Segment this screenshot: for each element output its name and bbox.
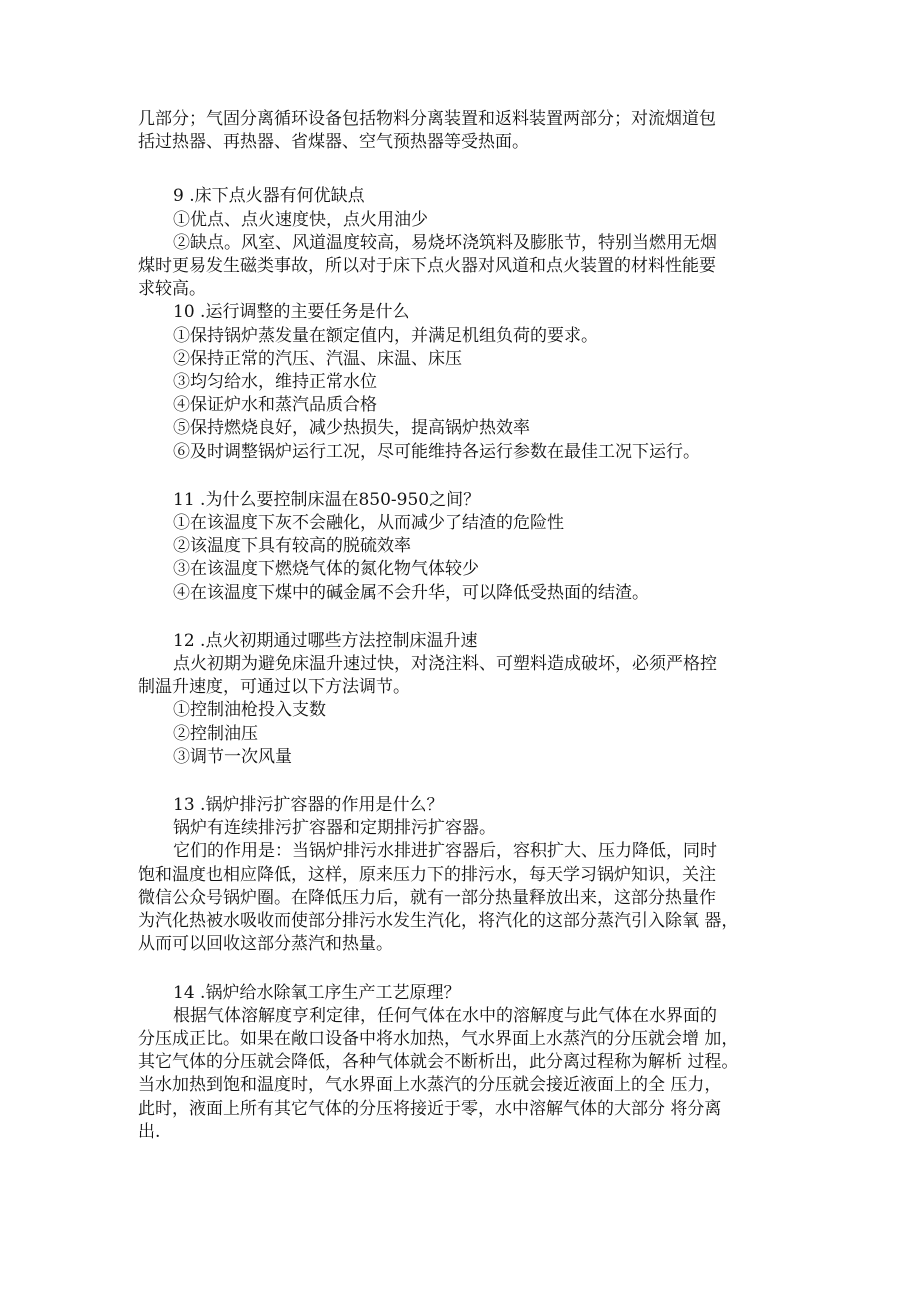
q12-lead: 点火初期为避免床温升速过快，对浇注料、可塑料造成破坏，必须严格控 <box>173 654 717 675</box>
q13-cont-3: 为汽化热被水吸收而使部分排污水发生汽化，将汽化的这部分蒸汽引入除氧 器， <box>138 911 739 932</box>
q9-item-1: ①优点、点火速度快，点火用油少 <box>173 209 428 230</box>
q10-item-2: ②保持正常的汽压、汽温、床温、床压 <box>173 348 462 369</box>
q10-title: 10 .运行调整的主要任务是什么 <box>173 302 410 323</box>
q12-cont: 制温升速度，可通过以下方法调节。 <box>138 677 410 698</box>
q14-cont-4: 此时，液面上所有其它气体的分压将接近于零，水中溶解气体的大部分 将分离 <box>138 1098 722 1119</box>
spacer <box>138 769 798 794</box>
q12-item-3: ③调节一次风量 <box>173 746 292 767</box>
q13-cont-2: 微信公众号锅炉圈。在降低压力后，就有一部分热量释放出来，这部分热量作 <box>138 887 716 908</box>
document-body <box>138 108 798 1144</box>
q13-cont-4: 从而可以回收这部分蒸汽和热量。 <box>138 934 393 955</box>
q14-title: 14 .锅炉给水除氧工序生产工艺原理？ <box>173 982 461 1003</box>
q11-item-2: ②该温度下具有较高的脱硫效率 <box>173 536 411 557</box>
q9-title: 9 .床下点火器有何优缺点 <box>173 186 365 207</box>
intro-line-2: 括过热器、再热器、省煤器、空气预热器等受热面。 <box>138 132 529 153</box>
q13-title: 13 .锅炉排污扩容器的作用是什么？ <box>173 795 444 816</box>
q11-item-1: ①在该温度下灰不会融化，从而减少了结渣的危险性 <box>173 513 564 534</box>
q11-item-4: ④在该温度下煤中的碱金属不会升华，可以降低受热面的结渣。 <box>173 582 649 603</box>
intro-line-1: 几部分；气固分离循环设备包括物料分离装置和返料装置两部分；对流烟道包 <box>138 109 716 129</box>
spacer <box>138 464 798 489</box>
q12-item-2: ②控制油压 <box>173 723 258 744</box>
q10-item-4: ④保证炉水和蒸汽品质合格 <box>173 395 377 416</box>
q14-cont-5: 出. <box>138 1121 161 1142</box>
spacer <box>138 957 798 982</box>
q13-line-2: 它们的作用是：当锅炉排污水排进扩容器后，容积扩大、压力降低，同时 <box>173 841 717 862</box>
spacer <box>138 605 798 630</box>
spacer <box>138 154 798 185</box>
q14-lead: 根据气体溶解度亨利定律，任何气体在水中的溶解度与此气体在水界面的 <box>173 1005 717 1026</box>
q12-title: 12 .点火初期通过哪些方法控制床温升速 <box>173 630 478 651</box>
q13-cont-1: 饱和温度也相应降低，这样，原来压力下的排污水，每天学习锅炉知识，关注 <box>138 864 716 885</box>
q10-item-6: ⑥及时调整锅炉运行工况，尽可能维持各运行参数在最佳工况下运行。 <box>173 441 700 462</box>
q14-cont-1: 分压成正比。如果在敞口设备中将水加热，气水界面上水蒸汽的分压就会增 加， <box>138 1028 739 1049</box>
q14-cont-2: 其它气体的分压就会降低，各种气体就会不断析出，此分离过程称为解析 过程。 <box>138 1052 739 1073</box>
q13-line-1: 锅炉有连续排污扩容器和定期排污扩容器。 <box>173 818 496 839</box>
q12-item-1: ①控制油枪投入支数 <box>173 700 326 721</box>
q14-cont-3: 当水加热到饱和温度时，气水界面上水蒸汽的分压就会接近液面上的全 压力， <box>138 1075 722 1096</box>
q11-title: 11 .为什么要控制床温在850-950之间？ <box>173 489 481 510</box>
q9-item-2: ②缺点。风室、风道温度较高，易烧坏浇筑料及膨胀节，特别当燃用无烟 <box>173 232 717 253</box>
q10-item-1: ①保持锅炉蒸发量在额定值内，并满足机组负荷的要求。 <box>173 325 598 346</box>
q9-cont-2: 求较高。 <box>138 279 206 300</box>
q10-item-5: ⑤保持燃烧良好，减少热损失，提高锅炉热效率 <box>173 418 530 439</box>
q11-item-3: ③在该温度下燃烧气体的氮化物气体较少 <box>173 559 479 580</box>
q9-cont-1: 煤时更易发生磁类事故，所以对于床下点火器对风道和点火装置的材料性能要 <box>138 256 716 277</box>
q10-item-3: ③均匀给水，维持正常水位 <box>173 372 377 393</box>
